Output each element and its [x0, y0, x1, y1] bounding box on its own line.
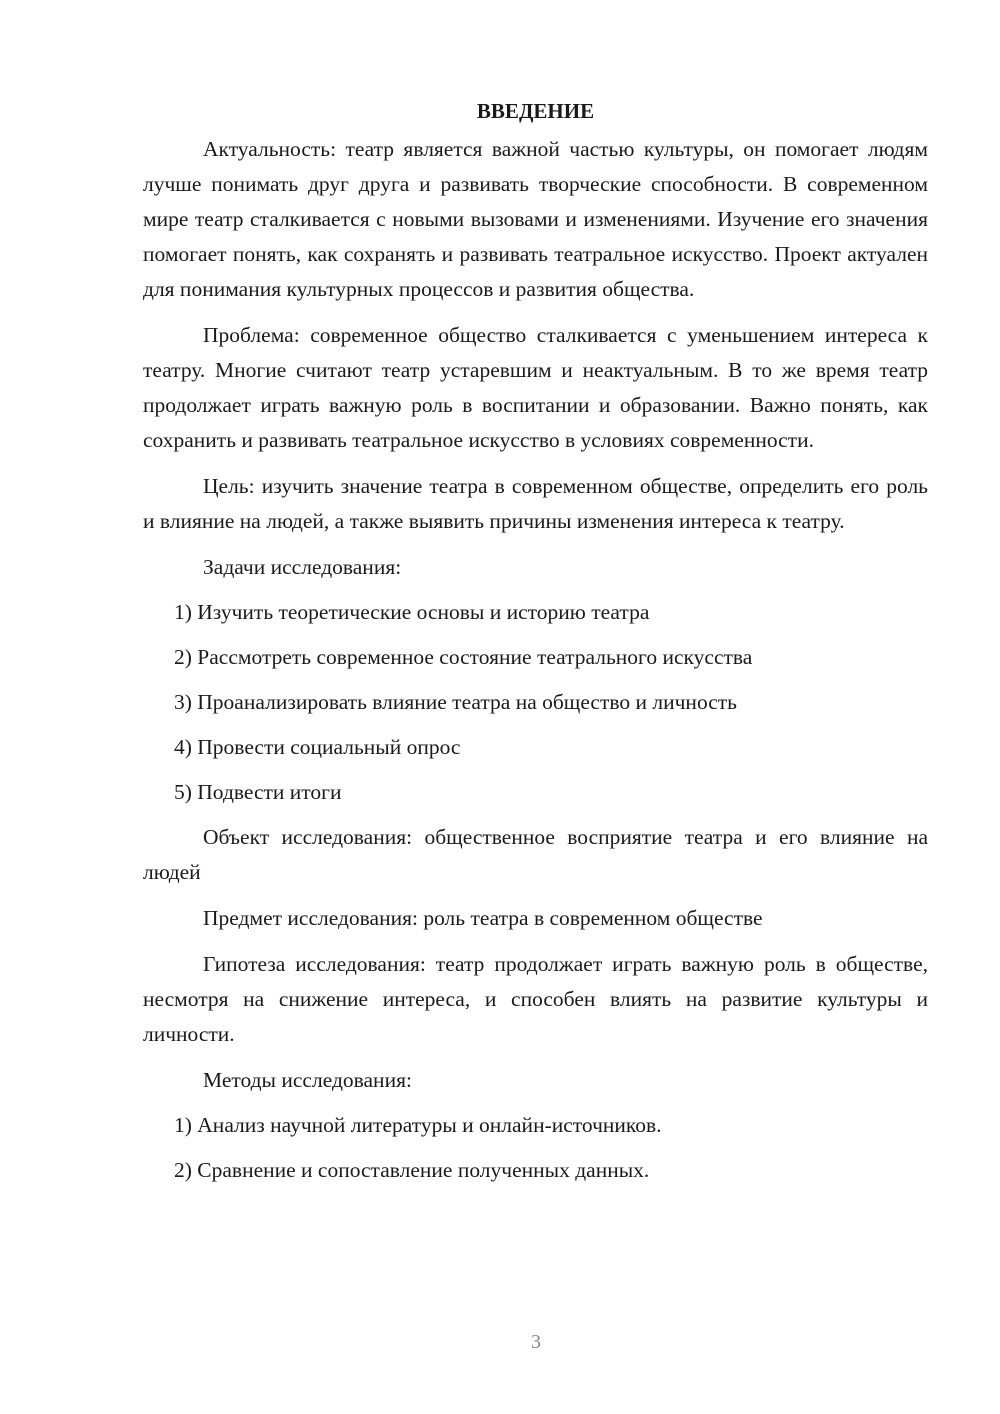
object-paragraph: Объект исследования: общественное восприятие театра и его влияние на людей	[143, 825, 928, 884]
section-title: ВВЕДЕНИЕ	[476, 99, 595, 123]
task-item: 5) Подвести итоги	[174, 780, 342, 804]
goal-paragraph: Цель: изучить значение театра в современном обществе, определить его роль и влияние на людей, а также выявить причины изменения интереса к театру.	[143, 474, 928, 533]
method-item: 1) Анализ научной литературы и онлайн-источников.	[174, 1113, 662, 1137]
task-item: 2) Рассмотреть современное состояние театрального искусства	[174, 645, 753, 669]
problem-paragraph: Проблема: современное общество сталкивается с уменьшением интереса к театру. Многие считают театр устаревшим и неактуальным. В то же время театр продолжает играть важную роль в воспитании и образовании. Важно понять, как сохранить и развивать театральное искусство в условиях современности.	[143, 323, 928, 452]
task-item: 4) Провести социальный опрос	[174, 735, 461, 759]
hypothesis-paragraph: Гипотеза исследования: театр продолжает играть важную роль в обществе, несмотря на снижение интереса, и способен влиять на развитие культуры и личности.	[143, 952, 928, 1046]
page-number: 3	[531, 1331, 541, 1353]
methods-heading: Методы исследования:	[203, 1068, 412, 1092]
method-item: 2) Сравнение и сопоставление полученных данных.	[174, 1158, 650, 1182]
tasks-list	[143, 595, 928, 810]
document-page	[143, 94, 928, 1198]
task-item: 3) Проанализировать влияние театра на общество и личность	[174, 690, 737, 714]
methods-list	[143, 1108, 928, 1188]
task-item: 1) Изучить теоретические основы и историю театра	[174, 600, 650, 624]
tasks-heading: Задачи исследования:	[203, 555, 402, 579]
relevance-paragraph: Актуальность: театр является важной частью культуры, он помогает людям лучше понимать друг друга и развивать творческие способности. В современном мире театр сталкивается с новыми вызовами и изменениями. Изучение его значения помогает понять, как сохранять и развивать театральное искусство. Проект актуален для понимания культурных процессов и развития общества.	[143, 137, 928, 301]
subject-paragraph: Предмет исследования: роль театра в современном обществе	[203, 906, 763, 930]
